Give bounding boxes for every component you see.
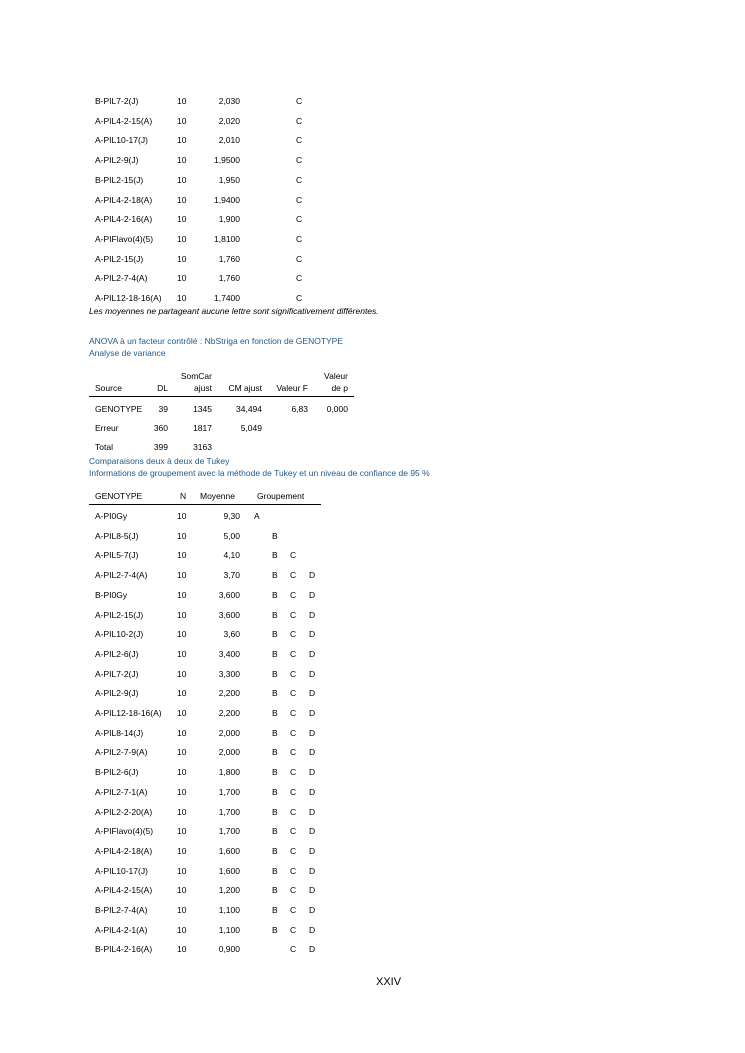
mean-cell: 1,600 <box>218 846 240 856</box>
anova-title: ANOVA à un facteur contrôlé : NbStriga en fonction de GENOTYPE <box>89 336 344 346</box>
genotype-cell: A-PIL2-7-4(A) <box>95 273 148 283</box>
n-cell: 10 <box>177 570 187 580</box>
group-letter: D <box>309 629 316 639</box>
group-letter: D <box>309 767 316 777</box>
mean-cell: 3,400 <box>218 649 240 659</box>
n-cell: 10 <box>177 708 187 718</box>
group-letter: C <box>296 293 303 303</box>
group-letter: D <box>309 649 316 659</box>
anova-header-cm: CM ajust <box>228 383 262 393</box>
group-letter: C <box>290 807 297 817</box>
mean-cell: 1,700 <box>218 826 240 836</box>
genotype-cell: A-PIL4-2-18(A) <box>95 846 153 856</box>
group-letter: D <box>309 669 316 679</box>
group-letter: B <box>272 905 278 915</box>
mean-cell: 1,9500 <box>214 155 240 165</box>
group-letter: D <box>309 866 316 876</box>
anova-cell: 0,000 <box>326 404 348 414</box>
tukey-subtitle: Informations de groupement avec la méthode de Tukey et un niveau de confiance de 95 % <box>89 468 430 478</box>
group-letter: C <box>296 116 303 126</box>
genotype-cell: A-PI0Gy <box>95 511 128 521</box>
anova-header-somcar-1: SomCar <box>180 371 212 381</box>
n-cell: 10 <box>177 866 187 876</box>
n-cell: 10 <box>177 767 187 777</box>
group-letter: C <box>296 234 303 244</box>
group-letter: D <box>309 688 316 698</box>
genotype-cell: A-PIL5-7(J) <box>95 550 139 560</box>
anova-cell: 34,494 <box>236 404 262 414</box>
group-letter: B <box>272 590 278 600</box>
n-cell: 10 <box>177 273 187 283</box>
group-letter: C <box>290 669 297 679</box>
group-letter: B <box>272 531 278 541</box>
mean-cell: 1,8100 <box>214 234 240 244</box>
group-letter: C <box>290 866 297 876</box>
anova-cell: Total <box>95 442 113 452</box>
n-cell: 10 <box>177 195 187 205</box>
group-letter: B <box>272 649 278 659</box>
group-letter: B <box>272 610 278 620</box>
genotype-cell: A-PIL2-9(J) <box>95 688 139 698</box>
genotype-cell: A-PIL2-7-9(A) <box>95 747 148 757</box>
anova-header-dl: DL <box>157 383 168 393</box>
group-letter: C <box>296 96 303 106</box>
tukey-header-genotype: GENOTYPE <box>95 491 143 501</box>
anova-cell: Erreur <box>95 423 119 433</box>
group-letter: B <box>272 826 278 836</box>
genotype-cell: A-PIL2-15(J) <box>95 610 144 620</box>
group-letter: C <box>290 590 297 600</box>
mean-cell: 1,760 <box>218 273 240 283</box>
group-letter: B <box>272 669 278 679</box>
genotype-cell: A-PIL10-17(J) <box>95 866 148 876</box>
group-letter: C <box>290 944 297 954</box>
genotype-cell: A-PIL12-18-16(A) <box>95 708 162 718</box>
mean-cell: 1,700 <box>218 787 240 797</box>
group-letter: D <box>309 728 316 738</box>
genotype-cell: A-PIL4-2-15(A) <box>95 885 153 895</box>
n-cell: 10 <box>177 728 187 738</box>
n-cell: 10 <box>177 175 187 185</box>
tukey-header-n: N <box>180 491 187 501</box>
anova-cell: 1345 <box>193 404 212 414</box>
anova-header-source: Source <box>95 383 122 393</box>
group-letter: B <box>272 787 278 797</box>
genotype-cell: A-PIL8-14(J) <box>95 728 144 738</box>
group-letter: D <box>309 826 316 836</box>
group-letter: A <box>254 511 260 521</box>
n-cell: 10 <box>177 905 187 915</box>
group-letter: B <box>272 747 278 757</box>
genotype-cell: B-PIL4-2-16(A) <box>95 944 153 954</box>
tukey-title: Comparaisons deux à deux de Tukey <box>89 456 230 466</box>
group-letter: B <box>272 846 278 856</box>
n-cell: 10 <box>177 826 187 836</box>
group-letter: C <box>290 747 297 757</box>
group-letter: C <box>296 135 303 145</box>
group-letter: B <box>272 807 278 817</box>
group-letter: C <box>290 550 297 560</box>
group-letter: C <box>290 688 297 698</box>
genotype-cell: A-PIL2-2-20(A) <box>95 807 153 817</box>
genotype-cell: B-PIL2-15(J) <box>95 175 144 185</box>
mean-cell: 9,30 <box>223 511 240 521</box>
tukey-header-rule <box>89 504 321 505</box>
genotype-cell: A-PIFlavo(4)(5) <box>95 826 154 836</box>
group-letter: B <box>272 885 278 895</box>
mean-cell: 5,00 <box>223 531 240 541</box>
anova-cell: 6,83 <box>291 404 308 414</box>
mean-cell: 1,100 <box>218 905 240 915</box>
group-letter: C <box>290 767 297 777</box>
group-letter: B <box>272 866 278 876</box>
anova-header-rule <box>89 396 354 397</box>
n-cell: 10 <box>177 254 187 264</box>
genotype-cell: A-PIL7-2(J) <box>95 669 139 679</box>
group-letter: D <box>309 807 316 817</box>
group-letter: D <box>309 787 316 797</box>
group-letter: D <box>309 905 316 915</box>
genotype-cell: B-PIL2-7-4(A) <box>95 905 148 915</box>
n-cell: 10 <box>177 511 187 521</box>
group-letter: B <box>272 925 278 935</box>
mean-cell: 2,200 <box>218 688 240 698</box>
genotype-cell: A-PIL2-7-1(A) <box>95 787 148 797</box>
group-letter: D <box>309 925 316 935</box>
genotype-cell: B-PIL2-6(J) <box>95 767 139 777</box>
group-letter: C <box>290 846 297 856</box>
n-cell: 10 <box>177 807 187 817</box>
mean-cell: 1,760 <box>218 254 240 264</box>
mean-cell: 3,600 <box>218 590 240 600</box>
mean-cell: 0,900 <box>218 944 240 954</box>
anova-cell: 360 <box>153 423 168 433</box>
mean-cell: 1,800 <box>218 767 240 777</box>
anova-cell: GENOTYPE <box>95 404 143 414</box>
genotype-cell: A-PIL4-2-1(A) <box>95 925 148 935</box>
group-letter: B <box>272 728 278 738</box>
mean-cell: 2,020 <box>218 116 240 126</box>
n-cell: 10 <box>177 787 187 797</box>
group-letter: B <box>272 570 278 580</box>
group-letter: B <box>272 688 278 698</box>
n-cell: 10 <box>177 688 187 698</box>
group-letter: C <box>290 925 297 935</box>
genotype-cell: B-PIL7-2(J) <box>95 96 139 106</box>
n-cell: 10 <box>177 531 187 541</box>
group-letter: C <box>296 273 303 283</box>
n-cell: 10 <box>177 747 187 757</box>
n-cell: 10 <box>177 649 187 659</box>
n-cell: 10 <box>177 550 187 560</box>
group-letter: C <box>296 195 303 205</box>
group-letter: D <box>309 747 316 757</box>
mean-cell: 1,600 <box>218 866 240 876</box>
anova-cell: 3163 <box>193 442 212 452</box>
n-cell: 10 <box>177 155 187 165</box>
n-cell: 10 <box>177 293 187 303</box>
group-letter: C <box>296 175 303 185</box>
n-cell: 10 <box>177 214 187 224</box>
group-letter: B <box>272 550 278 560</box>
n-cell: 10 <box>177 885 187 895</box>
group-letter: C <box>290 610 297 620</box>
group-letter: C <box>290 787 297 797</box>
group-letter: C <box>290 649 297 659</box>
n-cell: 10 <box>177 669 187 679</box>
n-cell: 10 <box>177 116 187 126</box>
anova-header-p-1: Valeur <box>324 371 348 381</box>
group-letter: B <box>272 708 278 718</box>
genotype-cell: A-PIL2-6(J) <box>95 649 139 659</box>
n-cell: 10 <box>177 610 187 620</box>
group-letter: C <box>290 905 297 915</box>
mean-cell: 1,9400 <box>214 195 240 205</box>
genotype-cell: A-PIL2-7-4(A) <box>95 570 148 580</box>
mean-cell: 4,10 <box>223 550 240 560</box>
genotype-cell: A-PIL10-2(J) <box>95 629 144 639</box>
anova-cell: 39 <box>158 404 168 414</box>
genotype-cell: A-PIL12-18-16(A) <box>95 293 162 303</box>
group-letter: C <box>290 826 297 836</box>
genotype-cell: A-PIL4-2-18(A) <box>95 195 153 205</box>
anova-subtitle: Analyse de variance <box>89 348 166 358</box>
genotype-cell: A-PIL2-9(J) <box>95 155 139 165</box>
genotype-cell: A-PIL4-2-16(A) <box>95 214 153 224</box>
group-letter: C <box>290 570 297 580</box>
mean-cell: 1,900 <box>218 214 240 224</box>
group-letter: C <box>296 155 303 165</box>
n-cell: 10 <box>177 944 187 954</box>
genotype-cell: A-PIL2-15(J) <box>95 254 144 264</box>
tukey-header-group: Groupement <box>257 491 305 501</box>
mean-cell: 1,700 <box>218 807 240 817</box>
group-letter: C <box>290 629 297 639</box>
mean-cell: 1,7400 <box>214 293 240 303</box>
significance-note: Les moyennes ne partageant aucune lettre sont significativement différentes. <box>89 306 379 316</box>
n-cell: 10 <box>177 234 187 244</box>
anova-header-somcar-2: ajust <box>194 383 212 393</box>
group-letter: C <box>290 728 297 738</box>
group-letter: D <box>309 570 316 580</box>
group-letter: D <box>309 610 316 620</box>
group-letter: C <box>290 708 297 718</box>
mean-cell: 1,200 <box>218 885 240 895</box>
mean-cell: 1,100 <box>218 925 240 935</box>
n-cell: 10 <box>177 846 187 856</box>
genotype-cell: B-PI0Gy <box>95 590 128 600</box>
anova-cell: 1817 <box>193 423 212 433</box>
mean-cell: 2,010 <box>218 135 240 145</box>
mean-cell: 3,70 <box>223 570 240 580</box>
anova-cell: 5,049 <box>240 423 262 433</box>
group-letter: D <box>309 590 316 600</box>
genotype-cell: A-PIFlavo(4)(5) <box>95 234 154 244</box>
n-cell: 10 <box>177 590 187 600</box>
mean-cell: 3,300 <box>218 669 240 679</box>
group-letter: C <box>296 214 303 224</box>
mean-cell: 3,600 <box>218 610 240 620</box>
anova-cell: 399 <box>153 442 168 452</box>
n-cell: 10 <box>177 629 187 639</box>
genotype-cell: A-PIL8-5(J) <box>95 531 139 541</box>
mean-cell: 3,60 <box>223 629 240 639</box>
genotype-cell: A-PIL10-17(J) <box>95 135 148 145</box>
group-letter: D <box>309 944 316 954</box>
tukey-header-mean: Moyenne <box>200 491 235 501</box>
group-letter: C <box>290 885 297 895</box>
anova-header-f: Valeur F <box>276 383 308 393</box>
group-letter: D <box>309 708 316 718</box>
group-letter: B <box>272 629 278 639</box>
group-letter: D <box>309 885 316 895</box>
genotype-cell: A-PIL4-2-15(A) <box>95 116 153 126</box>
mean-cell: 2,030 <box>218 96 240 106</box>
anova-header-p-2: de p <box>331 383 348 393</box>
mean-cell: 2,000 <box>218 747 240 757</box>
page-number: XXIV <box>376 976 402 988</box>
group-letter: D <box>309 846 316 856</box>
group-letter: B <box>272 767 278 777</box>
mean-cell: 1,950 <box>218 175 240 185</box>
mean-cell: 2,200 <box>218 708 240 718</box>
group-letter: C <box>296 254 303 264</box>
mean-cell: 2,000 <box>218 728 240 738</box>
n-cell: 10 <box>177 135 187 145</box>
n-cell: 10 <box>177 96 187 106</box>
n-cell: 10 <box>177 925 187 935</box>
